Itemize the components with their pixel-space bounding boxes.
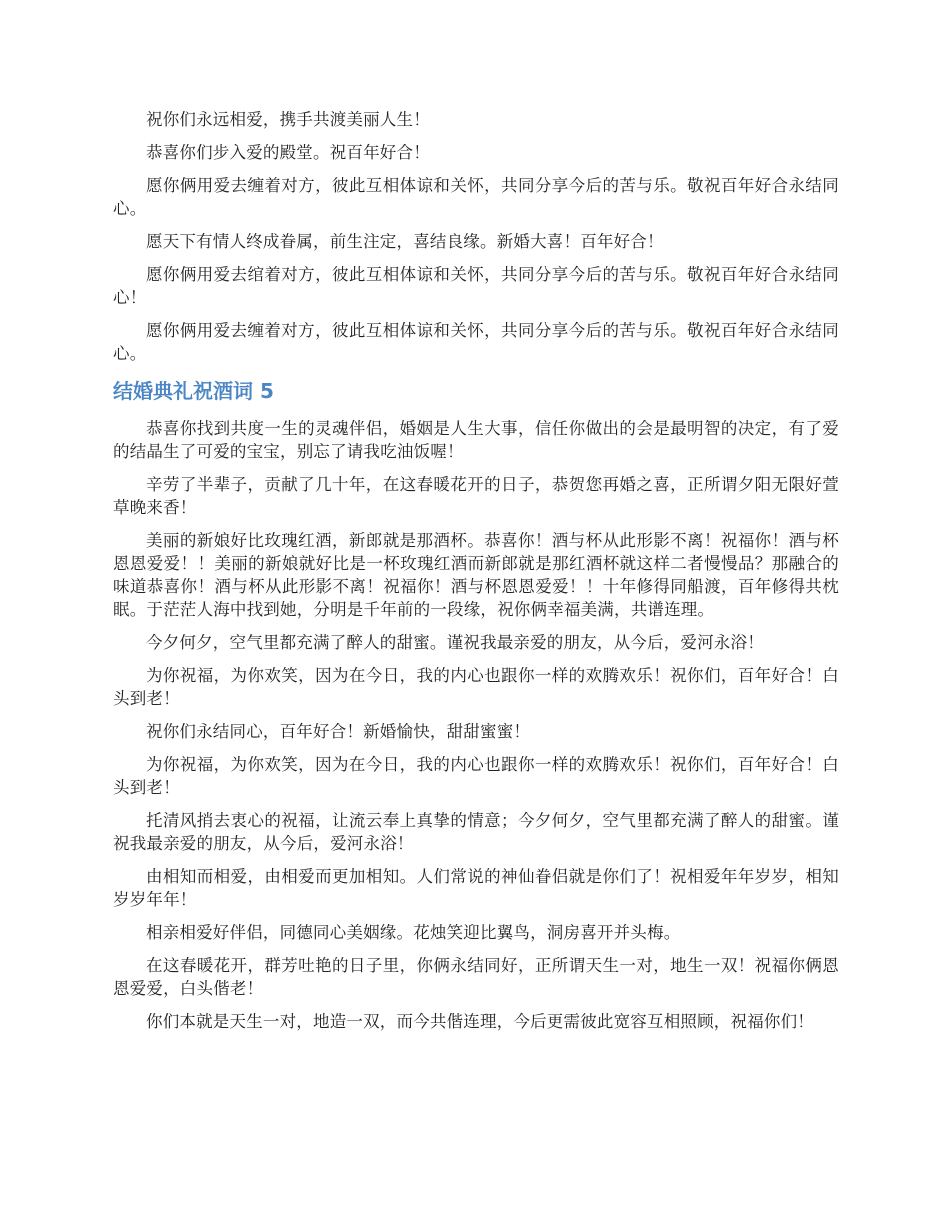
paragraph: 为你祝福，为你欢笑，因为在今日，我的内心也跟你一样的欢腾欢乐！祝你们，百年好合！白头到老！ [113,755,839,797]
paragraph: 相亲相爱好伴侣，同德同心美姻缘。花烛笑迎比翼鸟，洞房喜开并头梅。 [146,923,681,942]
paragraph: 为你祝福，为你欢笑，因为在今日，我的内心也跟你一样的欢腾欢乐！祝你们，百年好合！白头到老！ [113,666,839,708]
section-heading: 结婚典礼祝酒词 5 [113,379,274,403]
paragraph: 恭喜你找到共度一生的灵魂伴侣，婚姻是人生大事，信任你做出的会是最明智的决定，有了爱的结晶生了可爱的宝宝，别忘了请我吃油饭喔！ [113,419,839,461]
paragraph: 今夕何夕，空气里都充满了醉人的甜蜜。谨祝我最亲爱的朋友，从今后，爱河永浴！ [146,633,764,652]
paragraph: 愿你俩用爱去缠着对方，彼此互相体谅和关怀，共同分享今后的苦与乐。敬祝百年好合永结同心。 [113,176,839,218]
paragraph: 由相知而相爱，由相爱而更加相知。人们常说的神仙眷侣就是你们了！祝相爱年年岁岁，相知岁岁年年！ [113,867,839,909]
paragraph: 美丽的新娘好比玫瑰红酒，新郎就是那酒杯。恭喜你！酒与杯从此形影不离！祝福你！酒与杯恩恩爱爱！！美丽的新娘就好比是一杯玫瑰红酒而新郎就是那红酒杯就这样二者慢慢品？那融合的味道恭喜你！酒与杯从此形影不离！祝福你！酒与杯恩恩爱爱！！十年修得同船渡，百年修得共枕眠。于茫茫人海中找到她，分明是千年前的一段缘，祝你俩幸福美满，共谱连理。 [113,531,839,619]
paragraph: 愿你俩用爱去绾着对方，彼此互相体谅和关怀，共同分享今后的苦与乐。敬祝百年好合永结同心！ [113,265,839,307]
paragraph: 托清风捎去衷心的祝福，让流云奉上真挚的情意；今夕何夕，空气里都充满了醉人的甜蜜。谨祝我最亲爱的朋友，从今后，爱河永浴！ [113,811,839,853]
paragraph: 在这春暖花开，群芳吐艳的日子里，你俩永结同好，正所谓天生一对，地生一双！祝福你俩恩恩爱爱，白头偕老！ [113,956,839,998]
paragraph: 祝你们永结同心，百年好合！新婚愉快，甜甜蜜蜜！ [146,722,531,741]
paragraph: 愿天下有情人终成眷属，前生注定，喜结良缘。新婚大喜！百年好合！ [146,232,664,251]
paragraph: 辛劳了半辈子，贡献了几十年，在这春暖花开的日子，恭贺您再婚之喜，正所谓夕阳无限好萱草晚来香！ [113,475,839,517]
paragraph: 祝你们永远相爱，携手共渡美丽人生！ [146,110,430,129]
paragraph: 愿你俩用爱去缠着对方，彼此互相体谅和关怀，共同分享今后的苦与乐。敬祝百年好合永结同心。 [113,321,839,363]
paragraph: 恭喜你们步入爱的殿堂。祝百年好合！ [146,143,430,162]
document-page [113,108,839,1043]
paragraph: 你们本就是天生一对，地造一双，而今共偕连理，今后更需彼此宽容互相照顾，祝福你们！ [146,1012,814,1031]
